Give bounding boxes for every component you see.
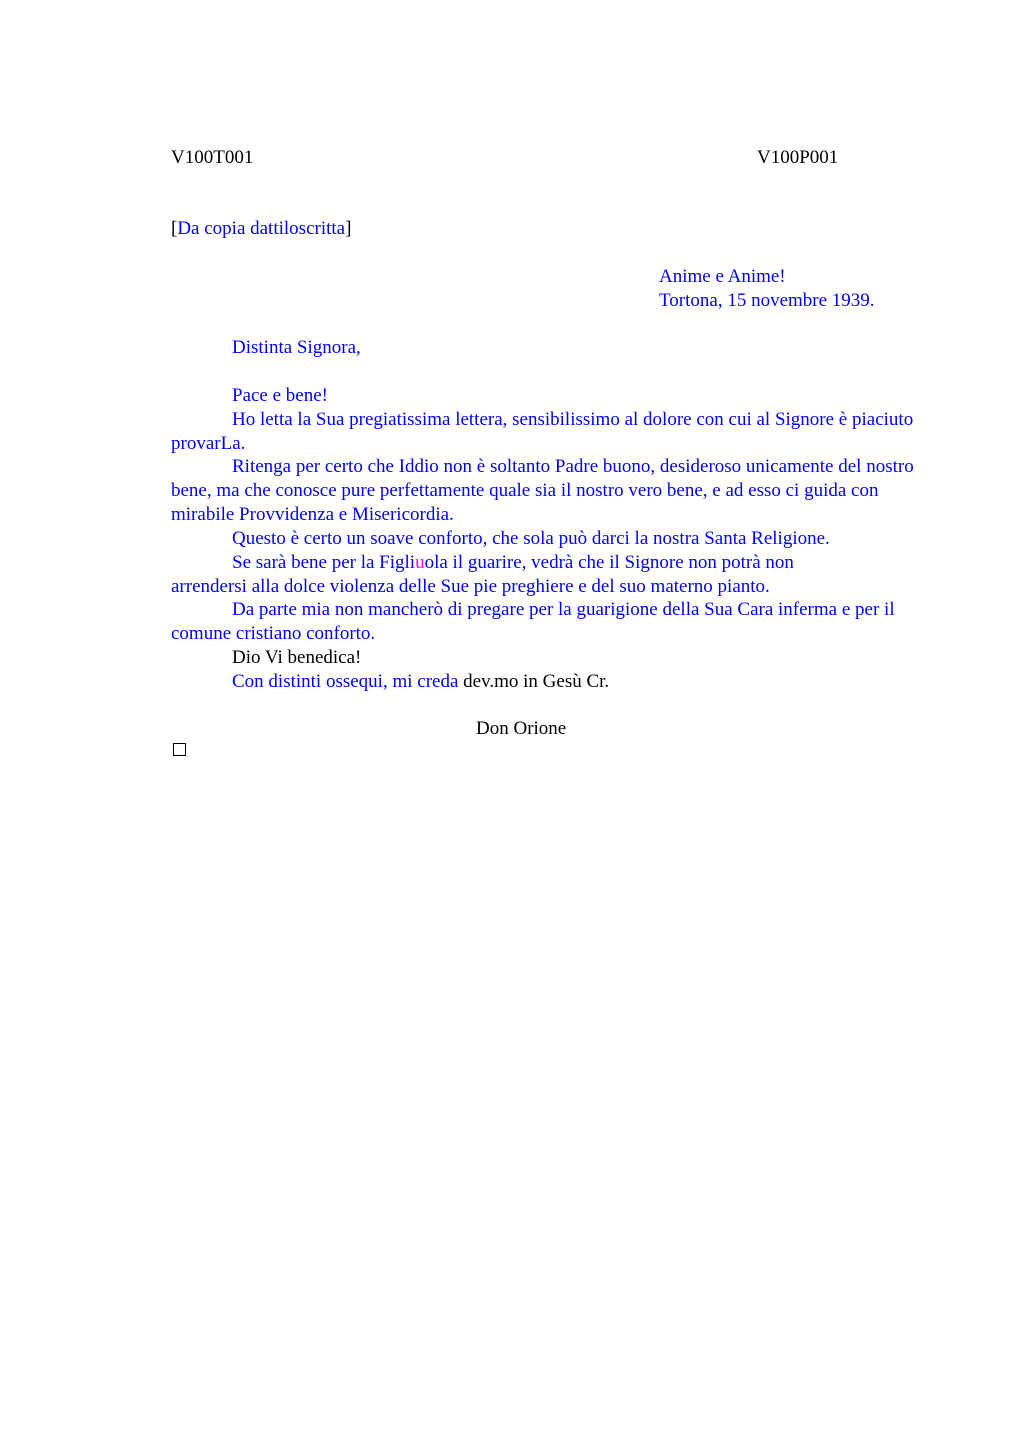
source-note-open-bracket: [ bbox=[171, 218, 178, 239]
paragraph-4-part-1: Se sarà bene per la Figli bbox=[232, 552, 416, 573]
letter-salutation: Distinta Signora, bbox=[232, 337, 361, 358]
source-note-close-bracket: ] bbox=[345, 218, 352, 239]
letter-paragraph-2: Ritenga per certo che Iddio non è soltanto Padre buono, desideroso unicamente del nostro bene, ma che conosce pure perfettamente quale sia il nostro vero bene, e ad esso ci guida con mirabile Provvidenza e Misericordia. bbox=[171, 456, 914, 525]
letter-paragraph-4 bbox=[171, 551, 871, 599]
letter-blessing: Dio Vi benedica! bbox=[232, 647, 362, 668]
source-note bbox=[171, 217, 351, 241]
dateline-place-date: Tortona, 15 novembre 1939. bbox=[659, 290, 875, 311]
source-note-text: Da copia dattiloscritta bbox=[177, 218, 346, 239]
letter-paragraph-1: Ho letta la Sua pregiatissima lettera, sensibilissimo al dolore con cui al Signore è piaciuto provarLa. bbox=[171, 409, 914, 454]
right-document-code: V100P001 bbox=[757, 147, 839, 168]
closing-devotion: dev.mo in Gesù Cr. bbox=[463, 671, 610, 692]
letter-closing bbox=[232, 670, 609, 694]
left-document-code: V100T001 bbox=[171, 147, 254, 168]
letter-greeting: Pace e bene! bbox=[232, 385, 328, 406]
letter-paragraph-3: Questo è certo un soave conforto, che sola può darci la nostra Santa Religione. bbox=[232, 528, 830, 549]
signature: Don Orione bbox=[476, 718, 567, 739]
paragraph-4-part-2: ola il guarire, vedrà che il Signore non potrà non arrendersi alla dolce violenza delle Sue pie preghiere e del suo materno pianto. bbox=[171, 552, 794, 597]
dateline-motto: Anime e Anime! bbox=[659, 266, 786, 287]
letter-paragraph-5: Da parte mia non mancherò di pregare per la guarigione della Sua Cara inferma e per il comune cristiano conforto. bbox=[171, 599, 895, 644]
paragraph-4-correction: u bbox=[415, 552, 425, 573]
closing-formula: Con distinti ossequi, mi creda bbox=[232, 671, 459, 692]
end-marker-box-icon bbox=[173, 743, 186, 756]
